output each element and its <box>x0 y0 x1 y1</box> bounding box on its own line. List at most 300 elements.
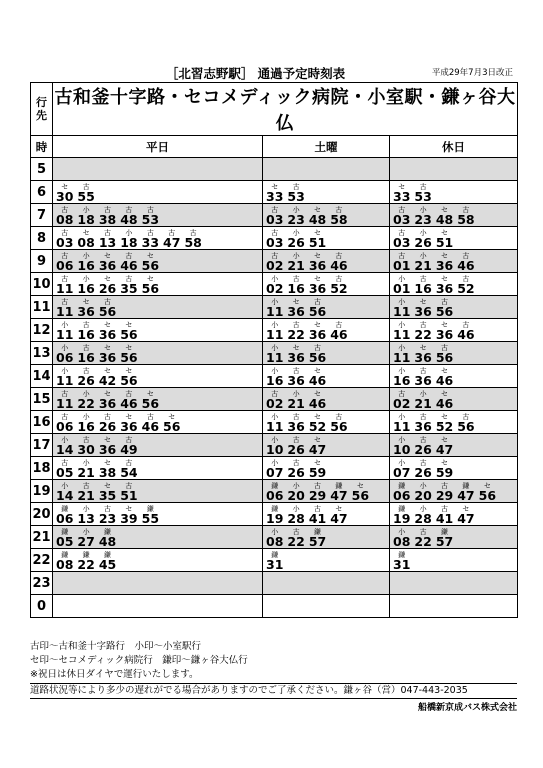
departure-list <box>393 526 517 548</box>
departure-list <box>393 342 517 364</box>
departure-minute: 48 <box>120 212 138 227</box>
destination-mark: 古 <box>419 183 427 191</box>
departure-time <box>309 413 326 433</box>
departure-minute: 56 <box>330 419 348 434</box>
departure-time <box>436 482 453 502</box>
destination-mark: 古 <box>82 482 90 490</box>
departure-minute: 21 <box>414 396 432 411</box>
departure-minute: 06 <box>266 488 284 503</box>
destination-mark: セ <box>168 413 176 421</box>
departure-minute: 03 <box>393 235 411 250</box>
departure-time <box>436 206 453 226</box>
departure-time <box>309 252 326 272</box>
destination-mark: セ <box>314 459 322 467</box>
departure-minute: 36 <box>414 304 432 319</box>
destination-mark: 古 <box>335 413 343 421</box>
saturday-cell <box>263 319 390 342</box>
departure-time <box>266 321 283 341</box>
destination-mark: セ <box>104 321 112 329</box>
legend-line-2: セ印～セコメディック病院行 鎌印～鎌ヶ谷大仏行 <box>30 655 248 666</box>
departure-minute: 56 <box>120 327 138 342</box>
departure-time <box>56 321 73 341</box>
weekday-cell <box>53 158 263 181</box>
saturday-cell <box>263 204 390 227</box>
departure-minute: 08 <box>393 534 411 549</box>
departure-time <box>393 551 410 571</box>
departure-list <box>56 227 262 249</box>
destination-mark: 古 <box>398 229 406 237</box>
departure-time <box>479 482 496 502</box>
footer-notes <box>30 640 517 699</box>
destination-mark: 古 <box>419 528 427 536</box>
destination-mark: 古 <box>314 344 322 352</box>
departure-time <box>457 321 474 341</box>
destination-mark: 古 <box>292 183 300 191</box>
hour-label: 19 <box>31 480 53 503</box>
destination-mark: セ <box>314 390 322 398</box>
departure-time <box>77 551 94 571</box>
destination-mark: セ <box>398 183 406 191</box>
departure-minute: 16 <box>77 419 95 434</box>
departure-minute: 36 <box>414 373 432 388</box>
departure-list <box>393 457 517 479</box>
destination-mark: 小 <box>82 206 90 214</box>
destination-mark: 古 <box>335 321 343 329</box>
departure-time <box>436 321 453 341</box>
destination-mark: 小 <box>292 390 300 398</box>
holiday-cell <box>390 158 518 181</box>
departure-list <box>56 457 262 479</box>
departure-minute: 56 <box>351 488 370 503</box>
hour-row <box>31 411 518 434</box>
departure-minute: 20 <box>414 488 432 503</box>
departure-time <box>352 482 369 502</box>
departure-list <box>266 227 389 249</box>
departure-time <box>309 321 326 341</box>
departure-minute: 19 <box>266 511 284 526</box>
departure-time <box>120 482 137 502</box>
weekday-cell <box>53 204 263 227</box>
departure-time <box>120 229 137 249</box>
departure-time <box>99 436 116 456</box>
departure-minute: 16 <box>77 350 95 365</box>
destination-mark: 古 <box>398 206 406 214</box>
hour-label: 16 <box>31 411 53 434</box>
departure-minute: 36 <box>98 442 117 457</box>
departure-list <box>393 227 517 249</box>
departure-minute: 39 <box>120 511 138 526</box>
hour-row <box>31 457 518 480</box>
departure-minute: 49 <box>120 442 138 457</box>
departure-time <box>120 275 137 295</box>
departure-minute: 46 <box>330 258 348 273</box>
departure-minute: 31 <box>266 557 284 572</box>
departure-time <box>120 436 137 456</box>
destination-mark: セ <box>441 206 449 214</box>
departure-minute: 33 <box>141 235 160 250</box>
destination-mark: セ <box>483 482 491 490</box>
departure-minute: 08 <box>56 557 74 572</box>
saturday-cell <box>263 273 390 296</box>
departure-list <box>266 411 389 433</box>
departure-minute: 47 <box>330 511 348 526</box>
departure-time <box>120 344 137 364</box>
departure-minute: 38 <box>98 465 117 480</box>
departure-list <box>266 388 389 410</box>
destination-mark: 小 <box>82 390 90 398</box>
departure-minute: 46 <box>435 373 454 388</box>
departure-time <box>163 413 180 433</box>
destination-mark: セ <box>104 436 112 444</box>
destination-mark: 古 <box>335 275 343 283</box>
departure-time <box>330 206 347 226</box>
destination-mark: 小 <box>271 367 279 375</box>
departure-time <box>77 183 94 203</box>
departure-minute: 28 <box>414 511 432 526</box>
saturday-cell <box>263 181 390 204</box>
hour-row <box>31 572 518 595</box>
departure-minute: 35 <box>120 281 138 296</box>
holiday-cell <box>390 434 518 457</box>
destination-mark: 古 <box>82 344 90 352</box>
destination-mark: 古 <box>271 252 279 260</box>
departure-minute: 18 <box>120 235 138 250</box>
departure-list <box>266 158 389 180</box>
departure-time <box>414 206 431 226</box>
departure-time <box>414 528 431 548</box>
departure-time <box>414 390 431 410</box>
departure-time <box>436 390 453 410</box>
destination-mark: セ <box>462 505 470 513</box>
departure-time <box>457 413 474 433</box>
destination-mark: 古 <box>419 459 427 467</box>
departure-time <box>457 206 474 226</box>
departure-minute: 48 <box>435 212 454 227</box>
departure-minute: 57 <box>308 534 327 549</box>
weekday-cell <box>53 250 263 273</box>
departure-time <box>77 367 94 387</box>
destination-mark: 鎌 <box>314 528 322 536</box>
departure-minute: 01 <box>393 258 411 273</box>
departure-list <box>266 365 389 387</box>
departure-time <box>56 183 73 203</box>
destination-mark: 小 <box>61 367 69 375</box>
destination-mark: 古 <box>82 436 90 444</box>
destination-mark: セ <box>314 275 322 283</box>
departure-minute: 46 <box>457 258 475 273</box>
weekday-cell <box>53 526 263 549</box>
departure-minute: 48 <box>98 534 117 549</box>
destination-mark: 小 <box>292 505 300 513</box>
destination-mark: 古 <box>441 344 449 352</box>
destination-mark: 古 <box>104 505 112 513</box>
destination-mark: 小 <box>82 413 90 421</box>
destination-mark: 小 <box>419 252 427 260</box>
destination-mark: 古 <box>61 252 69 260</box>
departure-minute: 29 <box>435 488 454 503</box>
departure-list <box>266 342 389 364</box>
destination-mark: 古 <box>292 459 300 467</box>
departure-time <box>436 413 453 433</box>
departure-list <box>56 434 262 456</box>
departure-time <box>393 298 410 318</box>
hour-row <box>31 388 518 411</box>
departure-minute: 57 <box>435 534 454 549</box>
departure-minute: 41 <box>308 511 327 526</box>
hour-row <box>31 250 518 273</box>
departure-time <box>287 413 304 433</box>
departure-time <box>266 459 283 479</box>
departure-time <box>77 229 94 249</box>
destination-mark: 古 <box>314 505 322 513</box>
departure-minute: 16 <box>77 281 95 296</box>
departure-minute: 11 <box>266 350 284 365</box>
departure-minute: 58 <box>184 235 202 250</box>
holiday-cell <box>390 411 518 434</box>
departure-list <box>56 572 262 594</box>
destination-mark: 古 <box>441 298 449 306</box>
departure-minute: 06 <box>393 488 411 503</box>
destination-label-text: 行先 <box>36 96 47 122</box>
departure-minute: 23 <box>287 212 305 227</box>
holiday-cell <box>390 549 518 572</box>
destination-mark: セ <box>314 229 322 237</box>
departure-minute: 56 <box>435 350 454 365</box>
departure-minute: 30 <box>77 442 95 457</box>
departure-time <box>309 482 326 502</box>
hour-label: 17 <box>31 434 53 457</box>
departure-time <box>309 528 326 548</box>
departure-time <box>99 321 116 341</box>
destination-mark: セ <box>125 321 133 329</box>
departure-minute: 36 <box>98 396 117 411</box>
departure-minute: 08 <box>266 534 284 549</box>
hour-row <box>31 503 518 526</box>
departure-time <box>393 367 410 387</box>
destination-mark: 古 <box>61 459 69 467</box>
hour-row <box>31 434 518 457</box>
destination-mark: 古 <box>189 229 197 237</box>
departure-list <box>393 549 517 571</box>
departure-time <box>414 505 431 525</box>
hour-row <box>31 526 518 549</box>
destination-mark: セ <box>104 367 112 375</box>
departure-time <box>99 252 116 272</box>
saturday-cell <box>263 526 390 549</box>
destination-mark: セ <box>419 344 427 352</box>
departure-minute: 07 <box>266 465 284 480</box>
departure-minute: 33 <box>266 189 284 204</box>
destination-mark: 古 <box>82 367 90 375</box>
departure-time <box>56 482 73 502</box>
departure-time <box>309 344 326 364</box>
departure-list <box>266 480 389 502</box>
departure-minute: 06 <box>56 419 74 434</box>
departure-time <box>142 505 159 525</box>
departure-minute: 56 <box>141 396 160 411</box>
destination-mark: 古 <box>419 321 427 329</box>
destination-mark: セ <box>441 252 449 260</box>
departure-minute: 21 <box>414 258 432 273</box>
holiday-cell <box>390 457 518 480</box>
departure-time <box>393 252 410 272</box>
departure-time <box>120 206 137 226</box>
destination-mark: 古 <box>462 275 470 283</box>
departure-time <box>56 229 73 249</box>
departure-time <box>266 206 283 226</box>
departure-time <box>393 183 410 203</box>
departure-time <box>99 528 116 548</box>
departure-time <box>77 482 94 502</box>
destination-mark: セ <box>82 229 90 237</box>
destination-mark: セ <box>314 321 322 329</box>
destination-mark: 古 <box>271 390 279 398</box>
weekday-cell <box>53 181 263 204</box>
hour-label: 10 <box>31 273 53 296</box>
destination-mark: 古 <box>419 367 427 375</box>
departure-list <box>56 388 262 410</box>
departure-time <box>77 459 94 479</box>
departure-minute: 26 <box>414 442 432 457</box>
departure-time <box>414 459 431 479</box>
destination-mark: 小 <box>271 298 279 306</box>
departure-minute: 16 <box>77 327 95 342</box>
departure-time <box>457 275 474 295</box>
departure-minute: 56 <box>163 419 181 434</box>
departure-minute: 36 <box>308 258 327 273</box>
holiday-cell <box>390 595 518 618</box>
destination-mark: 小 <box>61 344 69 352</box>
destination-mark: 古 <box>419 275 427 283</box>
departure-minute: 51 <box>308 235 327 250</box>
departure-minute: 36 <box>287 419 305 434</box>
destination-mark: 古 <box>271 206 279 214</box>
departure-time <box>393 413 410 433</box>
departure-time <box>266 390 283 410</box>
destination-mark: 小 <box>271 344 279 352</box>
departure-list <box>266 549 389 571</box>
destination-mark: 小 <box>419 390 427 398</box>
destination-mark: セ <box>441 459 449 467</box>
weekday-cell <box>53 595 263 618</box>
destination-mark: セ <box>104 252 112 260</box>
departure-time <box>266 275 283 295</box>
departure-time <box>414 229 431 249</box>
departure-time <box>287 505 304 525</box>
departure-time <box>77 505 94 525</box>
departure-minute: 22 <box>287 327 305 342</box>
destination-mark: 古 <box>462 252 470 260</box>
destination-mark: 鎌 <box>398 551 406 559</box>
departure-minute: 29 <box>308 488 327 503</box>
destination-mark: 古 <box>292 436 300 444</box>
departure-time <box>457 252 474 272</box>
hour-row <box>31 227 518 250</box>
departure-minute: 47 <box>163 235 181 250</box>
destination-mark: 古 <box>104 229 112 237</box>
destination-mark: 小 <box>82 505 90 513</box>
departure-minute: 02 <box>393 396 411 411</box>
departure-minute: 36 <box>308 327 327 342</box>
destination-mark: セ <box>104 275 112 283</box>
departure-time <box>393 206 410 226</box>
departure-list <box>266 273 389 295</box>
departure-time <box>56 551 73 571</box>
holiday-cell <box>390 342 518 365</box>
departure-time <box>287 459 304 479</box>
departure-minute: 58 <box>457 212 475 227</box>
departure-time <box>393 528 410 548</box>
departure-minute: 47 <box>457 511 475 526</box>
departure-minute: 10 <box>393 442 411 457</box>
departure-time <box>99 482 116 502</box>
departure-minute: 26 <box>287 465 305 480</box>
destination-mark: 小 <box>398 436 406 444</box>
departure-time <box>287 275 304 295</box>
departure-minute: 47 <box>457 488 475 503</box>
weekday-cell <box>53 365 263 388</box>
destination-mark: 小 <box>398 459 406 467</box>
departure-list <box>56 250 262 272</box>
departure-list <box>56 273 262 295</box>
departure-time <box>414 367 431 387</box>
destination-mark: 古 <box>314 298 322 306</box>
departure-time <box>414 183 431 203</box>
departure-minute: 11 <box>266 419 284 434</box>
departure-time <box>99 459 116 479</box>
departure-minute: 36 <box>98 350 117 365</box>
departure-minute: 36 <box>435 281 454 296</box>
departure-time <box>266 298 283 318</box>
holiday-cell <box>390 503 518 526</box>
departure-list <box>56 480 262 502</box>
departure-minute: 46 <box>435 396 454 411</box>
departure-minute: 22 <box>77 396 95 411</box>
departure-time <box>414 298 431 318</box>
departure-time <box>414 344 431 364</box>
departure-time <box>99 390 116 410</box>
hour-row <box>31 480 518 503</box>
departure-time <box>77 436 94 456</box>
departure-minute: 52 <box>330 281 348 296</box>
departure-time <box>436 505 453 525</box>
destination-mark: 小 <box>82 528 90 536</box>
departure-list <box>56 296 262 318</box>
departure-minute: 58 <box>330 212 348 227</box>
destination-mark: セ <box>104 482 112 490</box>
hour-label: 13 <box>31 342 53 365</box>
weekday-cell <box>53 319 263 342</box>
departure-time <box>142 206 159 226</box>
departure-list <box>56 342 262 364</box>
departure-time <box>287 344 304 364</box>
destination-mark: 鎌 <box>398 505 406 513</box>
departure-minute: 36 <box>435 327 454 342</box>
saturday-cell <box>263 457 390 480</box>
hour-row <box>31 181 518 204</box>
departure-time <box>56 436 73 456</box>
destination-mark: 小 <box>419 505 427 513</box>
departure-list <box>266 319 389 341</box>
destination-mark: 小 <box>271 528 279 536</box>
departure-time <box>77 275 94 295</box>
departure-time <box>266 551 283 571</box>
departure-time <box>309 367 326 387</box>
departure-minute: 52 <box>308 419 327 434</box>
departure-time <box>120 390 137 410</box>
departure-minute: 10 <box>266 442 284 457</box>
departure-list <box>56 365 262 387</box>
